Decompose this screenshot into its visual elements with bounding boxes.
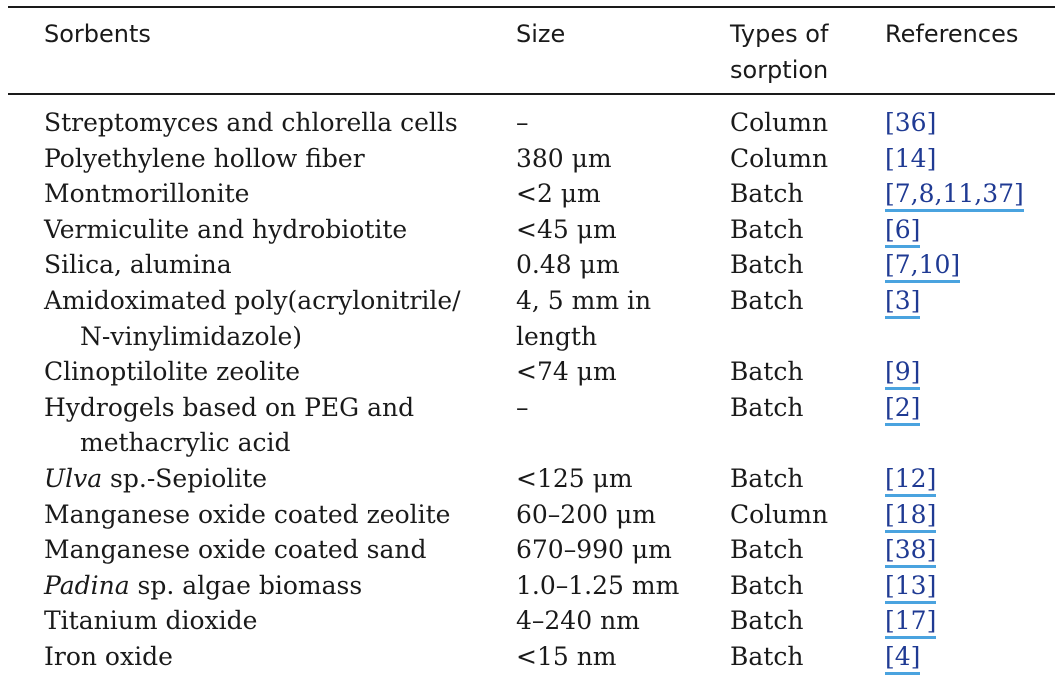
cell-sorbent: [44, 105, 458, 141]
cell-sorbent-continued: methacrylic acid: [80, 428, 291, 458]
reference-link[interactable]: [38]: [885, 535, 936, 568]
cell-reference: [885, 639, 920, 675]
cell-sorption-type: Batch: [730, 214, 804, 244]
cell-reference: [885, 105, 936, 141]
cell-sorbent: [44, 247, 232, 283]
cell-reference: [885, 283, 920, 319]
cell-sorbent: [44, 639, 173, 675]
cell-size: 60–200 μm: [516, 499, 656, 529]
sorbent-text: Clinoptilolite zeolite: [44, 357, 300, 387]
cell-sorption-type: Batch: [730, 642, 804, 671]
cell-sorbent: [44, 461, 267, 497]
sorbent-genus-italic: Ulva: [44, 464, 103, 493]
cell-size: <2 μm: [516, 179, 601, 209]
cell-sorbent: [44, 390, 414, 426]
cell-size: –: [516, 392, 529, 422]
cell-reference: [885, 212, 920, 248]
cell-sorption-type: Batch: [730, 606, 804, 636]
header-size: Size: [516, 20, 566, 48]
table-header-rule: [8, 93, 1055, 95]
reference-link[interactable]: [13]: [885, 571, 936, 604]
cell-sorption-type: Batch: [730, 392, 804, 422]
sorbent-text: Manganese oxide coated sand: [44, 535, 427, 565]
cell-sorption-type: Batch: [730, 464, 804, 493]
cell-sorbent: [44, 497, 450, 533]
cell-reference: [885, 141, 936, 177]
cell-sorbent: [44, 141, 365, 177]
cell-reference: [885, 461, 936, 497]
reference-link[interactable]: [36]: [885, 108, 937, 137]
sorbent-text: Silica, alumina: [44, 250, 232, 280]
cell-reference: [885, 568, 936, 604]
sorbent-text: Amidoximated poly(acrylonitrile/: [44, 286, 461, 315]
sorbent-text: Hydrogels based on PEG and: [44, 392, 415, 422]
sorbent-text: Montmorillonite: [44, 179, 250, 209]
reference-link[interactable]: [2]: [885, 393, 920, 426]
header-types-line1: Types of: [730, 20, 829, 48]
header-references: References: [885, 20, 1019, 48]
cell-reference: [885, 354, 920, 390]
reference-link[interactable]: [14]: [885, 143, 937, 173]
cell-sorbent: [44, 603, 257, 639]
cell-size: 4, 5 mm in: [516, 286, 652, 315]
cell-sorbent: [44, 176, 249, 212]
cell-reference: [885, 497, 936, 533]
cell-sorption-type: Batch: [730, 250, 804, 280]
cell-size: 1.0–1.25 mm: [516, 570, 680, 600]
sorbent-text: Polyethylene hollow fiber: [44, 143, 365, 173]
reference-link[interactable]: [18]: [885, 500, 936, 533]
cell-sorption-type: Batch: [730, 286, 804, 315]
cell-size: <125 μm: [516, 464, 633, 493]
sorbent-text: sp. algae biomass: [129, 570, 363, 600]
cell-sorption-type: Batch: [730, 570, 804, 600]
header-types-line2: sorption: [730, 56, 829, 84]
header-sorbents: Sorbents: [44, 20, 151, 48]
cell-sorbent: [44, 568, 362, 604]
sorbent-text: Manganese oxide coated zeolite: [44, 499, 451, 529]
cell-reference: [885, 176, 1024, 212]
cell-sorption-type: Column: [730, 143, 829, 173]
cell-sorbent: [44, 354, 300, 390]
cell-size: <15 nm: [516, 642, 617, 671]
reference-link[interactable]: [3]: [885, 286, 920, 319]
cell-sorption-type: Batch: [730, 535, 804, 565]
cell-sorption-type: Batch: [730, 357, 804, 387]
cell-size: 670–990 μm: [516, 535, 672, 565]
cell-size: 4–240 nm: [516, 606, 640, 636]
sorbent-text: Iron oxide: [44, 642, 173, 671]
sorbent-genus-italic: Padina: [44, 570, 130, 600]
cell-size: 380 μm: [516, 143, 612, 173]
sorbent-text: Streptomyces and chlorella cells: [44, 108, 458, 137]
cell-size-continued: length: [516, 321, 598, 351]
sorbent-text: Vermiculite and hydrobiotite: [44, 214, 408, 244]
cell-size: <74 μm: [516, 357, 617, 387]
cell-sorbent: [44, 532, 426, 568]
cell-sorbent-continued: N-vinylimidazole): [80, 321, 303, 351]
cell-size: –: [516, 108, 529, 137]
cell-sorption-type: Column: [730, 499, 829, 529]
cell-reference: [885, 390, 920, 426]
cell-sorption-type: Batch: [730, 179, 804, 209]
cell-sorption-type: Column: [730, 108, 829, 137]
reference-link[interactable]: [4]: [885, 642, 920, 675]
reference-link[interactable]: [9]: [885, 357, 920, 390]
cell-sorbent: [44, 283, 461, 319]
cell-size: <45 μm: [516, 214, 617, 244]
cell-size: 0.48 μm: [516, 250, 620, 280]
sorbent-text: Titanium dioxide: [44, 606, 258, 636]
reference-link[interactable]: [17]: [885, 606, 936, 639]
cell-reference: [885, 532, 936, 568]
cell-sorbent: [44, 212, 407, 248]
cell-reference: [885, 247, 960, 283]
table-top-rule: [8, 6, 1055, 8]
reference-link[interactable]: [7,10]: [885, 250, 960, 283]
reference-link[interactable]: [7,8,11,37]: [885, 179, 1024, 212]
sorbent-text: sp.-Sepiolite: [102, 464, 268, 493]
cell-reference: [885, 603, 936, 639]
reference-link[interactable]: [12]: [885, 464, 936, 497]
reference-link[interactable]: [6]: [885, 215, 920, 248]
